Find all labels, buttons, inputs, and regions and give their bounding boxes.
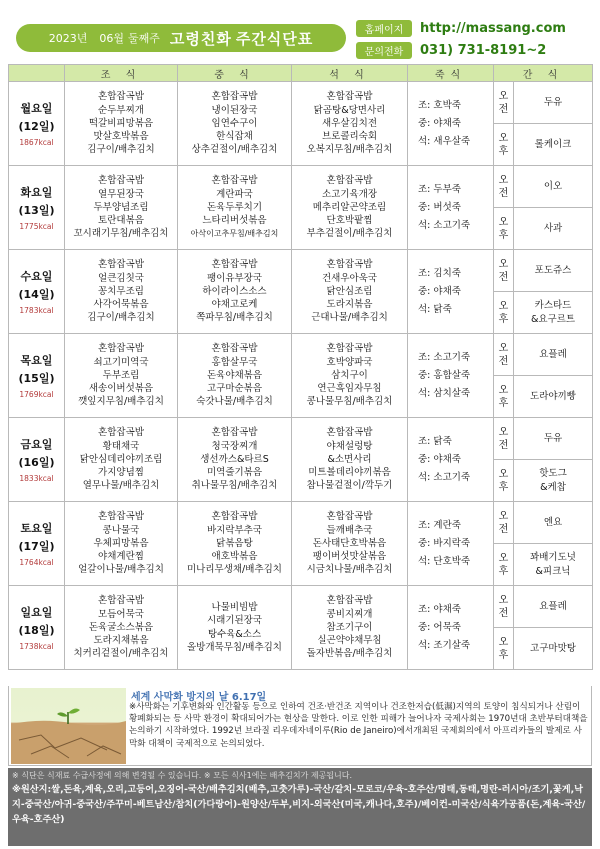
menu-item: 쇠고기미역국: [93, 356, 149, 368]
snack-am-char: 전: [498, 439, 509, 451]
menu-item: 닭안심조림: [326, 285, 373, 297]
header-breakfast: 조 식: [65, 65, 178, 82]
snack-pm-char: 후: [498, 313, 509, 325]
snack-pm-label: [494, 292, 514, 334]
snack-am: 요플레: [514, 334, 593, 376]
menu-item: 우체피망볶음: [93, 537, 149, 549]
menu-item: 도라지채볶음: [93, 635, 149, 647]
porridge-cell: [408, 82, 494, 166]
snack-am-char: 오: [498, 594, 509, 606]
title-sub: 주간식단표: [235, 29, 314, 48]
porridge-item: 조: 야채죽: [418, 603, 461, 615]
menu-item: 한식잡채: [216, 131, 253, 143]
menu-item: 단호박팥찜: [326, 215, 373, 227]
menu-item: 김구이/배추김치: [87, 144, 155, 156]
menu-item: 브로콜리숙회: [321, 131, 378, 143]
menu-item: 소고기육개장: [321, 188, 378, 200]
porridge-item: 중: 야채죽: [418, 117, 461, 129]
menu-item: 혼합잡곡밥: [98, 343, 144, 355]
snack-pm-char: 오: [498, 552, 509, 564]
snack-am-label: [494, 166, 514, 208]
porridge-cell: [408, 586, 494, 670]
menu-item: 혼합잡곡밥: [98, 259, 144, 271]
breakfast-cell: [65, 502, 178, 586]
day-date: (17일): [18, 540, 55, 553]
menu-item: 연근흑임자무침: [317, 383, 382, 395]
snack-pm-char: 오: [498, 384, 509, 396]
header: [6, 6, 594, 60]
porridge-item: 중: 바지락죽: [418, 537, 471, 549]
menu-item: 야채고로케: [211, 299, 258, 311]
menu-item: 혼합잡곡밥: [211, 511, 258, 523]
day-kcal: 1764kcal: [19, 558, 54, 567]
menu-item: 혼합잡곡밥: [98, 511, 144, 523]
menu-item: 삼치구이: [331, 369, 368, 381]
menu-item: 닭안심데리야끼조림: [79, 453, 163, 465]
day-row: [9, 82, 593, 124]
menu-item: 혼합잡곡밥: [211, 175, 258, 187]
menu-item: 새우살김치전: [321, 117, 378, 129]
menu-body: [9, 82, 593, 670]
porridge-item: 조: 소고기죽: [418, 351, 471, 363]
snack-pm: 도라야끼빵: [514, 376, 593, 418]
snack-am: 요플레: [514, 586, 593, 628]
menu-item: 계란파국: [216, 188, 253, 200]
porridge-item: 중: 버섯죽: [418, 201, 461, 213]
menu-item: 시금치나물/배추김치: [306, 564, 393, 576]
dinner-meal-cell: [292, 82, 408, 166]
snack-pm-char: 오: [498, 132, 509, 144]
homepage-label: 홈페이지: [356, 20, 412, 37]
menu-item: 두부조림: [102, 369, 140, 381]
snack-pm-label: [494, 208, 514, 250]
menu-item: 혼합잡곡밥: [211, 91, 258, 103]
menu-item: 얼큰김칫국: [98, 272, 144, 284]
menu-item: 팽이유부장국: [206, 272, 263, 284]
snack-pm-label: [494, 628, 514, 670]
menu-item: 야채계란찜: [98, 551, 144, 563]
menu-item: 혼합잡곡밥: [326, 91, 373, 103]
snack-am-label: [494, 82, 514, 124]
day-cell: [9, 250, 65, 334]
menu-item: 혼합잡곡밥: [211, 259, 258, 271]
snack-pm-char: 후: [498, 481, 509, 493]
snack-am-label: [494, 334, 514, 376]
menu-item: 하이라이스소스: [202, 285, 267, 297]
day-row: [9, 250, 593, 292]
snack-am-char: 전: [498, 607, 509, 619]
porridge-cell: [408, 250, 494, 334]
menu-item: 나물비빔밥: [211, 602, 258, 614]
dinner-meal-cell: [292, 586, 408, 670]
menu-item: 열무된장국: [98, 188, 144, 200]
menu-item: 도라지볶음: [326, 299, 373, 311]
porridge-item: 석: 단호박죽: [418, 555, 471, 567]
menu-item: 혼합잡곡밥: [211, 343, 258, 355]
menu-item: 팽이버섯맛살볶음: [312, 551, 387, 563]
menu-item: 냉이된장국: [211, 104, 258, 116]
menu-item: 시래기된장국: [206, 615, 263, 627]
snack-am-char: 전: [498, 523, 509, 535]
day-cell: [9, 418, 65, 502]
day-row: [9, 586, 593, 628]
snack-am: 두유: [514, 82, 593, 124]
day-cell: [9, 82, 65, 166]
menu-item: 돌자반볶음/배추김치: [306, 648, 393, 660]
porridge-item: 조: 닭죽: [418, 435, 452, 447]
menu-item: 콩나물국: [102, 524, 140, 536]
snack-pm: 핫도그 &케찹: [514, 460, 593, 502]
breakfast-cell: [65, 166, 178, 250]
menu-item: 근대나물/배추김치: [311, 312, 388, 324]
snack-am: 포도쥬스: [514, 250, 593, 292]
menu-item: 고구마순볶음: [206, 383, 263, 395]
snack-am-char: 오: [498, 426, 509, 438]
lunch-cell: [178, 502, 292, 586]
day-row: [9, 166, 593, 208]
menu-item: 돈육굴소스볶음: [88, 621, 154, 633]
menu-item: 돈사태단호박볶음: [312, 537, 387, 549]
menu-item: 들깨배추국: [326, 524, 373, 536]
snack-am-char: 오: [498, 342, 509, 354]
menu-item: 생선까스&타르S: [200, 453, 269, 465]
menu-item: 혼합잡곡밥: [326, 175, 373, 187]
menu-item: 혼합잡곡밥: [211, 427, 258, 439]
menu-item: 돈육야채볶음: [206, 369, 263, 381]
menu-item: 아삭이고추무침/배추김치: [190, 229, 279, 239]
porridge-item: 석: 조기살죽: [418, 639, 471, 651]
porridge-item: 조: 두부죽: [418, 183, 461, 195]
menu-item: 숙갓나물/배추김치: [196, 396, 273, 408]
snack-pm-label: [494, 460, 514, 502]
day-date: (15일): [18, 372, 55, 385]
header-porridge: 죽식: [408, 65, 494, 82]
breakfast-cell: [65, 82, 178, 166]
title-main: 고령친화: [169, 29, 232, 48]
day-kcal: 1783kcal: [19, 306, 54, 315]
homepage-row: [356, 18, 592, 38]
day-row: [9, 502, 593, 544]
lunch-cell: [178, 334, 292, 418]
snack-pm-char: 후: [498, 145, 509, 157]
menu-item: 혼합잡곡밥: [326, 427, 373, 439]
lunch-cell: [178, 166, 292, 250]
porridge-item: 석: 삼치살죽: [418, 387, 471, 399]
menu-item: 쪽파무침/배추김치: [196, 312, 273, 324]
snack-am-label: [494, 250, 514, 292]
table-header-row: [9, 65, 593, 82]
menu-item: 가지양념찜: [98, 467, 144, 479]
menu-item: 닭곰탕&당면사리: [313, 104, 386, 116]
menu-item: 순두부찌개: [98, 104, 144, 116]
header-snack: 간 식: [494, 65, 593, 82]
porridge-cell: [408, 334, 494, 418]
porridge-item: 중: 야채죽: [418, 453, 461, 465]
snack-pm-char: 오: [498, 300, 509, 312]
phone-number: 031) 731-8191~2: [420, 42, 547, 58]
day-row: [9, 418, 593, 460]
snack-pm-char: 오: [498, 636, 509, 648]
menu-item: 오복지무침/배추김치: [306, 144, 393, 156]
phone-label: 문의전화: [356, 42, 412, 59]
menu-item: 홍합살무국: [211, 356, 258, 368]
title-month: 06월: [99, 32, 124, 45]
snack-am: 이오: [514, 166, 593, 208]
day-cell: [9, 166, 65, 250]
menu-item: 미나리무생채/배추김치: [187, 564, 282, 576]
menu-item: 미트볼데리야끼볶음: [308, 467, 391, 479]
menu-item: 황태채국: [102, 440, 140, 452]
contact-info: [356, 18, 592, 62]
menu-item: 올방개묵무침/배추김치: [187, 641, 282, 653]
snack-pm: 사과: [514, 208, 593, 250]
menu-item: 미역줄기볶음: [206, 467, 263, 479]
snack-pm-label: [494, 544, 514, 586]
snack-pm-label: [494, 376, 514, 418]
menu-item: 건새우아욱국: [321, 272, 378, 284]
menu-item: 사각어묵볶음: [93, 299, 149, 311]
day-name: 금요일: [20, 438, 53, 451]
day-name: 토요일: [20, 522, 53, 535]
snack-pm-char: 후: [498, 397, 509, 409]
porridge-item: 조: 호박죽: [418, 99, 461, 111]
porridge-item: 중: 홍합살죽: [418, 369, 471, 381]
porridge-item: 중: 어묵죽: [418, 621, 461, 633]
menu-item: 돈육두루치기: [206, 201, 263, 213]
day-kcal: 1867kcal: [19, 138, 54, 147]
menu-item: 콩나물무침/배추김치: [306, 396, 393, 408]
menu-item: 혼합잡곡밥: [98, 595, 144, 607]
menu-item: 야채설렁탕: [326, 440, 373, 452]
desert-illustration: [11, 688, 126, 764]
menu-item: 탕수육&소스: [207, 628, 262, 640]
origin-info: ※원산지:쌀,돈육,계육,오리,고등어,오징어-국산/배추김치(배추,고춧가루)-국산/갈치-모로코/우육-호주산/명태,동태,명란-러시아/조기,꽃게,낙지-중국산/아귀-중국산/주꾸미-베트남산/참치(가다랑어)-원양산/두부,비지-외국산(미국,캐나다,호주)/베이컨-미국산/식육가공품(돈,계육-국산/우육-호주산): [12, 784, 586, 825]
menu-item: 부추겉절이/배추김치: [306, 228, 393, 240]
dinner-meal-cell: [292, 418, 408, 502]
day-kcal: 1833kcal: [19, 474, 54, 483]
day-date: (13일): [18, 204, 55, 217]
snack-am-char: 전: [498, 271, 509, 283]
article-body: ※사막화는 기후변화와 인간활동 등으로 인하여 건조·반건조 지역이나 건조한저습(低濕)지역의 토양이 침식되거나 산림이 황폐화되는 등 사막 환경이 확대되어가는 현상을 말한다. 이로 인한 피해가 늘어나자 국제사회는 1970년대 초반부터대책을 논의하기 시작하였다. 1992년 브라질 리우데자네이루(Rio de Janeiro)에서개최된 국제회의에서 아프리카들의 발제로 사막화 대책이 국제적으로 논의되었다.: [129, 702, 588, 749]
snack-am-label: [494, 418, 514, 460]
snack-pm: 고구마맛탕: [514, 628, 593, 670]
day-date: (18일): [18, 624, 55, 637]
day-kcal: 1738kcal: [19, 642, 54, 651]
menu-item: 참나물겉절이/깍두기: [306, 480, 393, 492]
day-date: (12일): [18, 120, 55, 133]
day-kcal: 1769kcal: [19, 390, 54, 399]
snack-pm-char: 후: [498, 565, 509, 577]
porridge-item: 석: 소고기죽: [418, 219, 471, 231]
menu-item: 혼합잡곡밥: [326, 511, 373, 523]
breakfast-cell: [65, 250, 178, 334]
menu-table: [8, 64, 593, 670]
homepage-link[interactable]: http://massang.com: [420, 20, 566, 36]
snack-am-char: 오: [498, 174, 509, 186]
menu-item: 호박양파국: [326, 356, 373, 368]
menu-item: 혼합잡곡밥: [326, 595, 373, 607]
menu-item: 맛살호박볶음: [93, 131, 149, 143]
menu-item: 바지락부추국: [206, 524, 263, 536]
snack-am: 엔요: [514, 502, 593, 544]
porridge-cell: [408, 418, 494, 502]
title-bar: [16, 24, 346, 52]
menu-item: 새송이버섯볶음: [88, 383, 154, 395]
day-name: 화요일: [20, 186, 53, 199]
dinner-meal-cell: [292, 166, 408, 250]
breakfast-cell: [65, 334, 178, 418]
snack-am-label: [494, 586, 514, 628]
snack-pm: 카스타드 &요구르트: [514, 292, 593, 334]
snack-pm-char: 오: [498, 216, 509, 228]
menu-item: 김구이/배추김치: [87, 312, 155, 324]
day-date: (16일): [18, 456, 55, 469]
snack-pm-char: 후: [498, 649, 509, 661]
menu-item: 혼합잡곡밥: [98, 91, 144, 103]
lunch-cell: [178, 418, 292, 502]
snack-pm-label: [494, 124, 514, 166]
menu-item: 떡갈비피망볶음: [88, 117, 154, 129]
menu-item: 메추리알곤약조림: [312, 201, 387, 213]
menu-item: 임연수구이: [211, 117, 258, 129]
porridge-cell: [408, 166, 494, 250]
snack-pm: 꽈배기도넛 &피크닉: [514, 544, 593, 586]
snack-am-char: 오: [498, 90, 509, 102]
lunch-cell: [178, 586, 292, 670]
dinner-meal-cell: [292, 334, 408, 418]
menu-item: 닭볶음탕: [216, 537, 253, 549]
porridge-cell: [408, 502, 494, 586]
dinner-meal-cell: [292, 250, 408, 334]
menu-item: 깻잎지무침/배추김치: [78, 396, 164, 408]
day-name: 수요일: [20, 270, 53, 283]
day-cell: [9, 502, 65, 586]
menu-item: 모듬어묵국: [98, 608, 144, 620]
snack-am: 두유: [514, 418, 593, 460]
day-row: [9, 334, 593, 376]
menu-item: 청국장찌개: [211, 440, 258, 452]
day-kcal: 1775kcal: [19, 222, 54, 231]
phone-row: [356, 40, 592, 60]
menu-item: 참조기구이: [326, 621, 373, 633]
snack-pm-char: 오: [498, 468, 509, 480]
porridge-item: 조: 계란죽: [418, 519, 461, 531]
day-cell: [9, 334, 65, 418]
menu-item: &소면사리: [327, 453, 372, 465]
footer-note: ※ 식단은 식재료 수급사정에 의해 변경될 수 있습니다. ※ 모든 식사1에는 배추김치가 제공됩니다.: [12, 771, 353, 780]
menu-item: 콩비지찌개: [326, 608, 373, 620]
breakfast-cell: [65, 418, 178, 502]
snack-am-char: 전: [498, 187, 509, 199]
snack-am-char: 전: [498, 355, 509, 367]
lunch-cell: [178, 82, 292, 166]
menu-item: 혼합잡곡밥: [98, 175, 144, 187]
menu-item: 상추겉절이/배추김치: [191, 144, 278, 156]
snack-am-char: 오: [498, 258, 509, 270]
snack-am-label: [494, 502, 514, 544]
menu-item: 느타리버섯볶음: [202, 215, 267, 227]
menu-item: 두부양념조림: [93, 201, 149, 213]
header-dinner: 석 식: [292, 65, 408, 82]
day-date: (14일): [18, 288, 55, 301]
menu-item: 실곤약야채무침: [317, 635, 382, 647]
breakfast-cell: [65, 586, 178, 670]
menu-item: 꼬시래기무침/배추김치: [73, 228, 169, 240]
menu-item: 꽁치무조림: [98, 285, 144, 297]
porridge-item: 조: 김치죽: [418, 267, 461, 279]
porridge-item: 석: 닭죽: [418, 303, 452, 315]
footer: [8, 768, 592, 846]
menu-item: 얼갈이나물/배추김치: [78, 564, 164, 576]
day-name: 일요일: [20, 606, 53, 619]
menu-item: 치커리겉절이/배추김치: [73, 648, 169, 660]
header-lunch: 중 식: [178, 65, 292, 82]
dinner-meal-cell: [292, 502, 408, 586]
porridge-item: 석: 새우살죽: [418, 135, 471, 147]
title-year: 2023년: [48, 32, 88, 45]
porridge-item: 중: 야채죽: [418, 285, 461, 297]
header-day: [9, 65, 65, 82]
day-name: 목요일: [20, 354, 53, 367]
menu-item: 열무나물/배추김치: [82, 480, 160, 492]
menu-item: 취나물무침/배추김치: [191, 480, 278, 492]
article-box: [8, 686, 592, 766]
article-title: 세계 사막화 방지의 날 6.17일: [131, 692, 267, 703]
day-name: 월요일: [20, 102, 53, 115]
lunch-cell: [178, 250, 292, 334]
menu-item: 토란대볶음: [98, 215, 144, 227]
snack-am-char: 전: [498, 103, 509, 115]
menu-item: 혼합잡곡밥: [98, 427, 144, 439]
snack-am-char: 오: [498, 510, 509, 522]
day-cell: [9, 586, 65, 670]
snack-pm-char: 후: [498, 229, 509, 241]
menu-item: 혼합잡곡밥: [326, 343, 373, 355]
menu-item: 애호박볶음: [211, 551, 258, 563]
snack-pm: 롤케이크: [514, 124, 593, 166]
porridge-item: 석: 소고기죽: [418, 471, 471, 483]
menu-item: 혼합잡곡밥: [326, 259, 373, 271]
title-week: 둘째주: [127, 32, 160, 45]
